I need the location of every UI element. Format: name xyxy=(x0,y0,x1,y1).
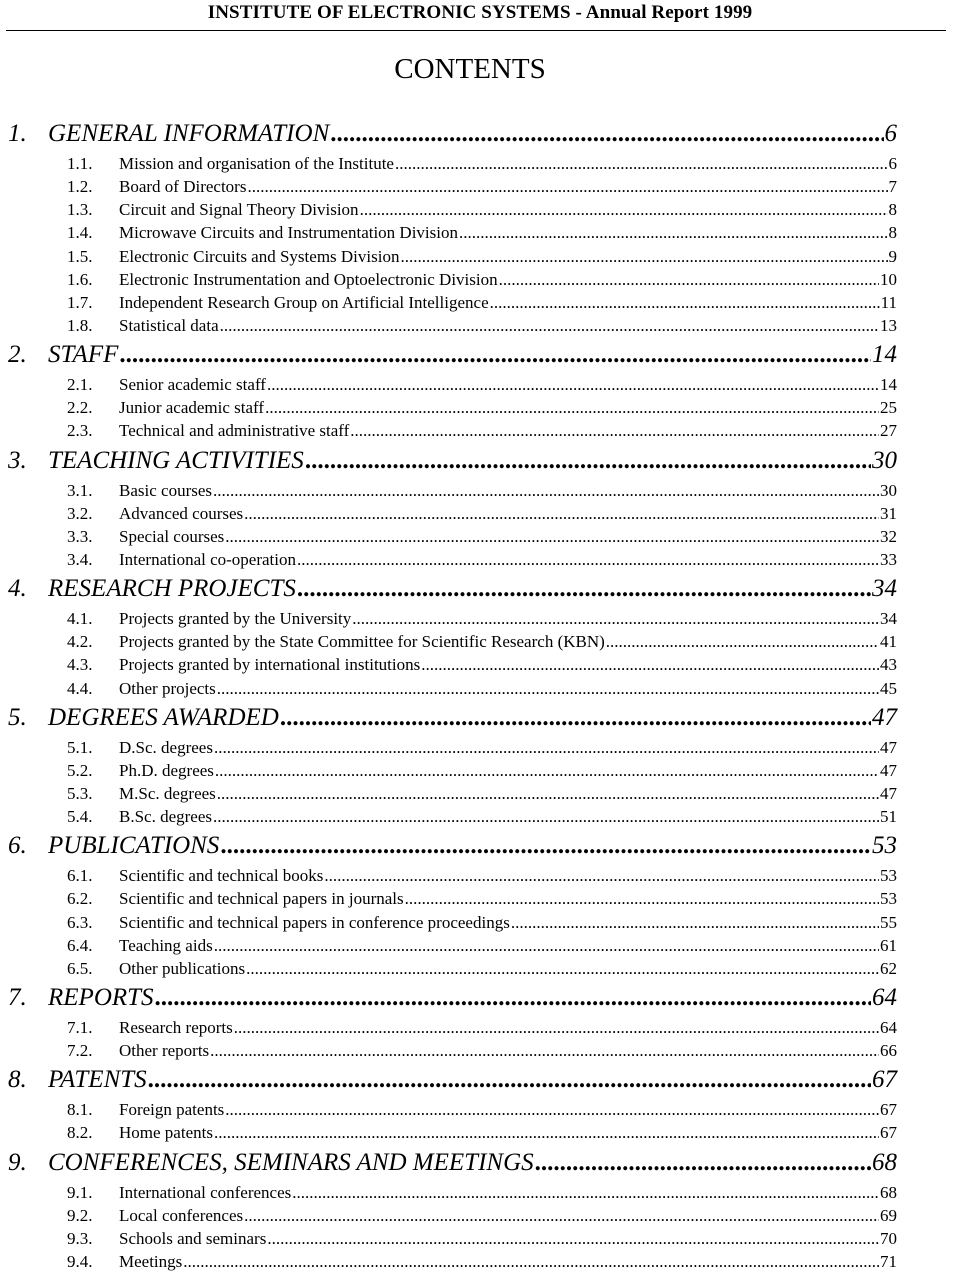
subsection-title: Other publications xyxy=(119,958,246,978)
subsection-number-cell xyxy=(8,293,119,313)
section-page-number: 47 xyxy=(872,703,897,731)
subsection-title: Research reports xyxy=(119,1017,233,1037)
toc-section-entry[interactable] xyxy=(8,118,897,154)
dot-leader xyxy=(217,679,879,699)
dot-leader xyxy=(225,1100,879,1120)
toc-subsection-entry[interactable] xyxy=(8,270,897,293)
toc-section-entry[interactable] xyxy=(8,702,897,738)
section-title: DEGREES AWARDED xyxy=(48,703,279,731)
dot-leader xyxy=(490,293,880,313)
subsection-page-number: 10 xyxy=(880,269,897,289)
subsection-number-cell xyxy=(8,154,119,174)
subsection-number: 6.5. xyxy=(67,958,93,978)
subsection-page-number: 64 xyxy=(880,1017,897,1037)
subsection-number-cell xyxy=(8,1123,119,1143)
subsection-page-number: 6 xyxy=(888,154,897,173)
dot-leader xyxy=(213,807,879,827)
toc-subsection-entry[interactable] xyxy=(8,504,897,527)
subsection-number-cell xyxy=(8,632,119,652)
dot-leader xyxy=(535,1149,871,1177)
dot-leader xyxy=(246,959,879,979)
table-of-contents xyxy=(8,118,897,1275)
subsection-page-number: 8 xyxy=(888,223,897,243)
dot-leader xyxy=(297,550,879,570)
dot-leader xyxy=(210,1041,879,1061)
subsection-page-number: 11 xyxy=(880,292,897,312)
subsection-title: Electronic Instrumentation and Optoelectronic Division xyxy=(119,269,498,289)
dot-leader xyxy=(214,936,879,956)
toc-subsection-entry[interactable] xyxy=(8,784,897,807)
subsection-page-number: 13 xyxy=(880,315,897,335)
toc-subsection-entry[interactable] xyxy=(8,223,897,246)
toc-subsection-entry[interactable] xyxy=(8,959,897,982)
subsection-title: Teaching aids xyxy=(119,935,213,955)
dot-leader xyxy=(244,1206,879,1226)
subsection-page-number: 70 xyxy=(880,1228,897,1248)
subsection-number-cell xyxy=(8,504,119,524)
subsection-number-cell xyxy=(8,761,119,781)
toc-subsection-entry[interactable] xyxy=(8,177,897,200)
subsection-page-number: 67 xyxy=(880,1123,897,1143)
toc-subsection-entry[interactable] xyxy=(8,761,897,784)
subsection-number-cell xyxy=(8,527,119,547)
subsection-number-cell xyxy=(8,738,119,758)
toc-section-entry[interactable] xyxy=(8,1147,897,1183)
toc-section-entry[interactable] xyxy=(8,573,897,609)
section-title: STAFF xyxy=(48,341,119,369)
toc-subsection-entry[interactable] xyxy=(8,527,897,550)
dot-leader xyxy=(213,481,879,501)
subsection-page-number: 55 xyxy=(880,912,897,932)
toc-subsection-entry[interactable] xyxy=(8,609,897,632)
subsection-title: Ph.D. degrees xyxy=(119,760,214,780)
subsection-number-cell xyxy=(8,247,119,267)
toc-subsection-entry[interactable] xyxy=(8,913,897,936)
dot-leader xyxy=(360,200,888,220)
subsection-page-number: 25 xyxy=(880,398,897,418)
dot-leader xyxy=(297,575,871,603)
toc-subsection-entry[interactable] xyxy=(8,247,897,270)
toc-subsection-entry[interactable] xyxy=(8,293,897,316)
subsection-title: D.Sc. degrees xyxy=(119,737,213,757)
subsection-title: Special courses xyxy=(119,526,225,546)
subsection-number-cell xyxy=(8,270,119,290)
subsection-page-number: 47 xyxy=(880,783,897,803)
toc-subsection-entry[interactable] xyxy=(8,1041,897,1064)
subsection-number: 4.3. xyxy=(67,655,93,675)
subsection-number: 6.3. xyxy=(67,912,93,932)
subsection-number-cell xyxy=(8,1252,119,1272)
dot-leader xyxy=(330,120,883,148)
subsection-number-cell xyxy=(8,421,119,441)
toc-subsection-entry[interactable] xyxy=(8,1252,897,1275)
subsection-number: 2.2. xyxy=(67,398,93,418)
toc-subsection-entry[interactable] xyxy=(8,1018,897,1041)
subsection-number-cell xyxy=(8,481,119,501)
toc-subsection-entry[interactable] xyxy=(8,421,897,444)
dot-leader xyxy=(220,316,879,336)
dot-leader xyxy=(267,375,879,395)
toc-subsection-entry[interactable] xyxy=(8,154,897,177)
subsection-number: 2.3. xyxy=(67,421,93,441)
dot-leader xyxy=(606,632,879,652)
subsection-number: 1.6. xyxy=(67,269,93,289)
subsection-number-cell xyxy=(8,609,119,629)
dot-leader xyxy=(234,1018,879,1038)
subsection-title: Technical and administrative staff xyxy=(119,421,350,441)
subsection-number: 5.2. xyxy=(67,760,93,780)
dot-leader xyxy=(499,270,879,290)
subsection-number: 3.2. xyxy=(67,503,93,523)
subsection-number-cell xyxy=(8,655,119,675)
subsection-number: 1.7. xyxy=(67,292,93,312)
subsection-title: Meetings xyxy=(119,1251,183,1271)
section-page-number: 14 xyxy=(872,341,897,369)
subsection-title: Junior academic staff xyxy=(119,398,265,418)
subsection-title: International co-operation xyxy=(119,549,297,569)
dot-leader xyxy=(265,398,879,418)
subsection-number-cell xyxy=(8,550,119,570)
subsection-number-cell xyxy=(8,1206,119,1226)
toc-subsection-entry[interactable] xyxy=(8,807,897,830)
subsection-page-number: 47 xyxy=(880,737,897,757)
subsection-page-number: 9 xyxy=(888,246,897,266)
subsection-number: 2.1. xyxy=(67,375,93,395)
section-title: TEACHING ACTIVITIES xyxy=(48,446,304,474)
subsection-page-number: 51 xyxy=(880,807,897,827)
dot-leader xyxy=(324,866,879,886)
subsection-number: 6.4. xyxy=(67,935,93,955)
subsection-title: Home patents xyxy=(119,1123,213,1143)
subsection-title: Projects granted by international institutions xyxy=(119,655,421,675)
subsection-number: 9.3. xyxy=(67,1228,93,1248)
subsection-page-number: 45 xyxy=(880,678,897,698)
toc-subsection-entry[interactable] xyxy=(8,1206,897,1229)
subsection-page-number: 69 xyxy=(880,1205,897,1225)
subsection-number-cell xyxy=(8,1229,119,1249)
section-number: 6. xyxy=(8,832,27,860)
subsection-number: 4.2. xyxy=(67,632,93,652)
section-page-number: 34 xyxy=(872,575,897,603)
subsection-title: B.Sc. degrees xyxy=(119,807,213,827)
subsection-title: Independent Research Group on Artificial Intelligence xyxy=(119,292,489,312)
toc-subsection-entry[interactable] xyxy=(8,679,897,702)
subsection-number: 1.2. xyxy=(67,177,93,197)
dot-leader xyxy=(400,247,887,267)
subsection-title: Board of Directors xyxy=(119,177,247,197)
toc-section-entry[interactable] xyxy=(8,982,897,1018)
subsection-number-cell xyxy=(8,1183,119,1203)
dot-leader xyxy=(225,527,879,547)
subsection-title: Electronic Circuits and Systems Division xyxy=(119,246,400,266)
dot-leader xyxy=(421,655,879,675)
page-title: CONTENTS xyxy=(394,53,546,85)
subsection-number: 7.2. xyxy=(67,1041,93,1061)
subsection-number: 1.1. xyxy=(67,154,93,173)
subsection-page-number: 43 xyxy=(880,655,897,675)
dot-leader xyxy=(247,177,887,197)
subsection-title: Local conferences xyxy=(119,1205,244,1225)
header-rule xyxy=(6,30,946,31)
subsection-number: 3.3. xyxy=(67,526,93,546)
dot-leader xyxy=(305,447,871,475)
subsection-page-number: 61 xyxy=(880,935,897,955)
subsection-number-cell xyxy=(8,959,119,979)
subsection-page-number: 68 xyxy=(880,1182,897,1202)
subsection-number: 4.1. xyxy=(67,609,93,629)
subsection-page-number: 7 xyxy=(888,177,897,197)
section-page-number: 68 xyxy=(872,1148,897,1176)
dot-leader xyxy=(183,1252,879,1272)
section-number: 3. xyxy=(8,446,27,474)
subsection-number-cell xyxy=(8,807,119,827)
subsection-number-cell xyxy=(8,1041,119,1061)
subsection-title: Statistical data xyxy=(119,315,219,335)
dot-leader xyxy=(352,609,879,629)
subsection-page-number: 53 xyxy=(880,889,897,909)
subsection-title: Other reports xyxy=(119,1041,210,1061)
section-page-number: 64 xyxy=(872,983,897,1011)
subsection-number: 7.1. xyxy=(67,1017,93,1037)
toc-subsection-entry[interactable] xyxy=(8,632,897,655)
toc-section-entry[interactable] xyxy=(8,445,897,481)
toc-subsection-entry[interactable] xyxy=(8,375,897,398)
subsection-number: 5.1. xyxy=(67,737,93,757)
subsection-page-number: 34 xyxy=(880,609,897,629)
subsection-title: Scientific and technical papers in conference proceedings xyxy=(119,912,510,932)
subsection-page-number: 8 xyxy=(888,200,897,220)
toc-subsection-entry[interactable] xyxy=(8,866,897,889)
dot-leader xyxy=(244,504,879,524)
running-header: INSTITUTE OF ELECTRONIC SYSTEMS - Annual Report 1999 xyxy=(207,2,753,23)
subsection-title: Projects granted by the State Committee for Scientific Research (KBN) xyxy=(119,632,605,652)
section-page-number: 6 xyxy=(884,120,897,147)
subsection-number-cell xyxy=(8,913,119,933)
dot-leader xyxy=(459,223,888,243)
subsection-title: Schools and seminars xyxy=(119,1228,267,1248)
toc-subsection-entry[interactable] xyxy=(8,655,897,678)
subsection-title: Scientific and technical books xyxy=(119,866,324,886)
toc-subsection-entry[interactable] xyxy=(8,1123,897,1146)
subsection-title: Senior academic staff xyxy=(119,375,266,395)
section-number: 1. xyxy=(8,120,27,147)
subsection-title: M.Sc. degrees xyxy=(119,783,216,803)
toc-subsection-entry[interactable] xyxy=(8,550,897,573)
subsection-number-cell xyxy=(8,375,119,395)
subsection-page-number: 31 xyxy=(880,503,897,523)
subsection-title: Mission and organisation of the Institute xyxy=(119,154,394,173)
subsection-number: 1.8. xyxy=(67,315,93,335)
subsection-number-cell xyxy=(8,1018,119,1038)
dot-leader xyxy=(511,913,879,933)
toc-section-entry[interactable] xyxy=(8,1064,897,1100)
subsection-number-cell xyxy=(8,223,119,243)
subsection-title: Foreign patents xyxy=(119,1100,225,1120)
toc-subsection-entry[interactable] xyxy=(8,889,897,912)
toc-subsection-entry[interactable] xyxy=(8,481,897,504)
page-header xyxy=(0,0,960,36)
section-page-number: 30 xyxy=(872,446,897,474)
toc-subsection-entry[interactable] xyxy=(8,1183,897,1206)
subsection-page-number: 32 xyxy=(880,526,897,546)
section-title: RESEARCH PROJECTS xyxy=(48,575,296,603)
dot-leader xyxy=(280,704,871,732)
toc-subsection-entry[interactable] xyxy=(8,738,897,761)
section-number: 7. xyxy=(8,983,27,1011)
toc-subsection-entry[interactable] xyxy=(8,398,897,421)
section-number: 5. xyxy=(8,703,27,731)
subsection-page-number: 66 xyxy=(880,1041,897,1061)
subsection-number: 8.1. xyxy=(67,1100,93,1120)
toc-section-entry[interactable] xyxy=(8,830,897,866)
subsection-number-cell xyxy=(8,316,119,336)
dot-leader xyxy=(220,832,871,860)
subsection-number: 5.4. xyxy=(67,807,93,827)
dot-leader xyxy=(292,1183,879,1203)
dot-leader xyxy=(214,738,879,758)
subsection-number-cell xyxy=(8,866,119,886)
dot-leader xyxy=(155,984,871,1012)
section-page-number: 53 xyxy=(872,832,897,860)
subsection-number: 9.1. xyxy=(67,1182,93,1202)
subsection-number-cell xyxy=(8,889,119,909)
subsection-number: 9.4. xyxy=(67,1251,93,1271)
section-page-number: 67 xyxy=(872,1066,897,1094)
section-number: 9. xyxy=(8,1148,27,1176)
subsection-number-cell xyxy=(8,177,119,197)
subsection-title: Basic courses xyxy=(119,480,213,500)
section-title: REPORTS xyxy=(48,983,154,1011)
section-title: PATENTS xyxy=(48,1066,147,1094)
dot-leader xyxy=(215,761,879,781)
toc-section-entry[interactable] xyxy=(8,339,897,375)
dot-leader xyxy=(405,889,879,909)
subsection-title: Circuit and Signal Theory Division xyxy=(119,200,359,220)
subsection-number: 1.3. xyxy=(67,200,93,220)
dot-leader xyxy=(119,341,871,369)
dot-leader xyxy=(148,1066,871,1094)
subsection-number: 3.1. xyxy=(67,480,93,500)
subsection-number: 3.4. xyxy=(67,549,93,569)
section-number: 4. xyxy=(8,575,27,603)
subsection-number: 8.2. xyxy=(67,1123,93,1143)
subsection-title: Advanced courses xyxy=(119,503,244,523)
dot-leader xyxy=(214,1123,879,1143)
toc-subsection-entry[interactable] xyxy=(8,1229,897,1252)
section-number: 2. xyxy=(8,341,27,369)
subsection-number-cell xyxy=(8,784,119,804)
subsection-title: Projects granted by the University xyxy=(119,609,352,629)
subsection-number: 4.4. xyxy=(67,678,93,698)
subsection-number: 6.1. xyxy=(67,866,93,886)
subsection-page-number: 71 xyxy=(880,1251,897,1271)
subsection-page-number: 62 xyxy=(880,958,897,978)
subsection-page-number: 67 xyxy=(880,1100,897,1120)
subsection-number-cell xyxy=(8,679,119,699)
subsection-page-number: 30 xyxy=(880,480,897,500)
toc-subsection-entry[interactable] xyxy=(8,1100,897,1123)
subsection-page-number: 47 xyxy=(880,760,897,780)
subsection-number-cell xyxy=(8,1100,119,1120)
subsection-title: Scientific and technical papers in journals xyxy=(119,889,404,909)
toc-subsection-entry[interactable] xyxy=(8,936,897,959)
subsection-title: International conferences xyxy=(119,1182,292,1202)
section-title: PUBLICATIONS xyxy=(48,832,220,860)
toc-subsection-entry[interactable] xyxy=(8,200,897,223)
dot-leader xyxy=(267,1229,879,1249)
subsection-number: 9.2. xyxy=(67,1205,93,1225)
subsection-number: 5.3. xyxy=(67,783,93,803)
dot-leader xyxy=(217,784,879,804)
section-title: GENERAL INFORMATION xyxy=(48,120,330,147)
subsection-number: 6.2. xyxy=(67,889,93,909)
subsection-number-cell xyxy=(8,398,119,418)
subsection-page-number: 41 xyxy=(880,632,897,652)
subsection-page-number: 14 xyxy=(880,375,897,395)
subsection-number-cell xyxy=(8,200,119,220)
subsection-title: Other projects xyxy=(119,678,216,698)
section-number: 8. xyxy=(8,1066,27,1094)
subsection-page-number: 33 xyxy=(880,549,897,569)
subsection-number-cell xyxy=(8,936,119,956)
subsection-title: Microwave Circuits and Instrumentation Division xyxy=(119,223,458,243)
subsection-number: 1.4. xyxy=(67,223,93,243)
subsection-page-number: 27 xyxy=(880,421,897,441)
subsection-number: 1.5. xyxy=(67,246,93,266)
dot-leader xyxy=(350,421,879,441)
subsection-page-number: 53 xyxy=(880,866,897,886)
section-title: CONFERENCES, SEMINARS AND MEETINGS xyxy=(48,1148,534,1176)
dot-leader xyxy=(395,154,888,174)
toc-subsection-entry[interactable] xyxy=(8,316,897,339)
